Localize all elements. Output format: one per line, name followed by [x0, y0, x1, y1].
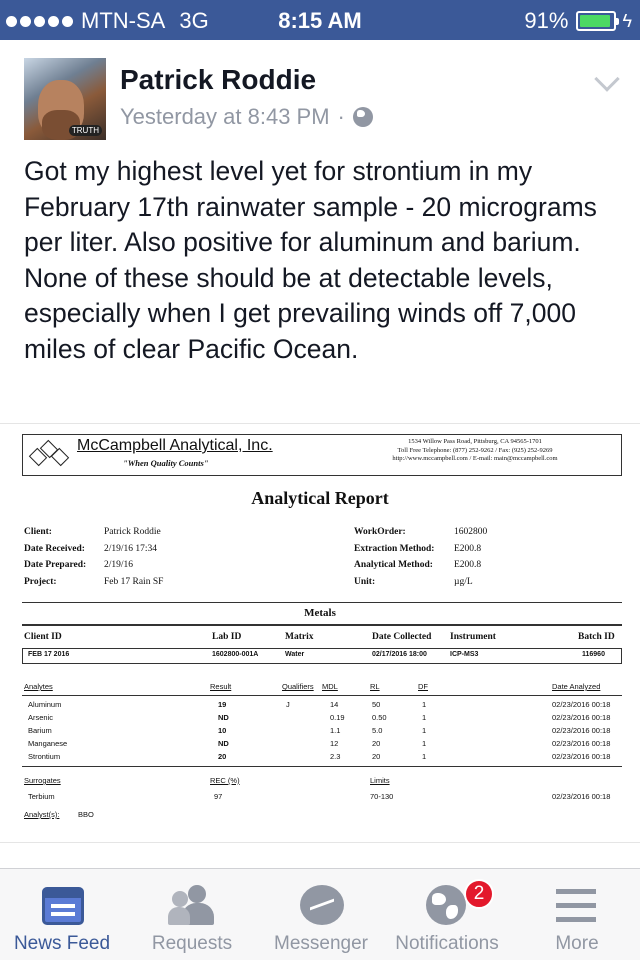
analyte-date: 02/23/2016 00:18 — [552, 739, 611, 748]
surrogate-date: 02/23/2016 00:18 — [552, 792, 611, 801]
charging-icon: ϟ — [622, 10, 632, 31]
tab-label: More — [555, 933, 599, 954]
post-text: Got my highest level yet for strontium in my February 17th rainwater sample - 20 micrograms per liter. Also positive for aluminum and barium. None of these should be at detectable levels, especially when I get prevailing winds off 7,000 miles of clear Pacific Ocean. — [24, 156, 597, 364]
surrogate-rec: 97 — [214, 792, 223, 801]
analyte-mdl: 14 — [330, 700, 339, 709]
received-value: 2/19/16 17:34 — [104, 543, 158, 554]
divider — [22, 766, 622, 767]
analyte-date: 02/23/2016 00:18 — [552, 752, 611, 761]
tab-label: Requests — [151, 933, 233, 954]
friends-icon — [168, 885, 218, 925]
analyte-df: 1 — [422, 726, 427, 735]
address-line: http://www.mccampbell.com / E-mail: main@mccampbell.com — [392, 455, 558, 462]
analyte-rl: 50 — [372, 700, 381, 709]
tab-more[interactable] — [514, 869, 640, 960]
col-instrument: Instrument — [450, 632, 496, 642]
tab-label: Notifications — [395, 933, 499, 954]
analyte-result: 10 — [218, 726, 227, 735]
divider — [22, 602, 622, 603]
analyte-mdl: 12 — [330, 739, 339, 748]
notification-badge: 2 — [464, 879, 494, 909]
sample-client-id: FEB 17 2016 — [28, 651, 70, 658]
tab-label: News Feed — [13, 933, 111, 954]
network-type: 3G — [179, 8, 209, 33]
analyte-df: 1 — [422, 752, 427, 761]
analyte-rl: 20 — [372, 739, 381, 748]
post-card — [0, 40, 640, 868]
battery-percent: 91% — [524, 8, 569, 33]
sample-batch: 116960 — [582, 651, 605, 658]
sample-row — [22, 648, 622, 664]
post-timestamp[interactable]: Yesterday at 8:43 PM — [120, 104, 330, 129]
news-feed-icon — [42, 887, 84, 925]
sample-date: 02/17/2016 18:00 — [372, 651, 427, 658]
clock: 8:15 AM — [278, 8, 362, 33]
prepared-value: 2/19/16 — [104, 560, 134, 570]
analyte-rl: 20 — [372, 752, 381, 761]
client-label: Client: — [24, 527, 52, 537]
company-slogan: "When Quality Counts" — [123, 458, 209, 468]
analyte-mdl: 2.3 — [330, 752, 341, 761]
unit-value: µg/L — [454, 576, 473, 587]
battery-status — [524, 8, 632, 34]
hdr-rl: RL — [370, 682, 380, 691]
analyte-date: 02/23/2016 00:18 — [552, 713, 611, 722]
post-meta — [120, 104, 373, 130]
analyst-value: BBO — [78, 810, 94, 819]
meta-separator: · — [337, 104, 345, 129]
analyte-df: 1 — [422, 739, 427, 748]
analyte-result: 19 — [218, 700, 227, 709]
hdr-limits: Limits — [370, 776, 390, 785]
col-matrix: Matrix — [285, 632, 314, 642]
tab-bar — [0, 868, 640, 960]
col-batch-id: Batch ID — [578, 632, 615, 642]
analyte-rl: 0.50 — [372, 713, 387, 722]
analyte-result: ND — [218, 739, 229, 748]
analyte-mdl: 1.1 — [330, 726, 341, 735]
hdr-qualifiers: Qualifiers — [282, 682, 314, 691]
project-label: Project: — [24, 576, 57, 587]
surrogate-name: Terbium — [28, 792, 55, 801]
analyte-name: Strontium — [28, 752, 61, 761]
surrogate-limits: 70-130 — [370, 792, 394, 801]
hdr-date-analyzed: Date Analyzed — [552, 682, 601, 691]
divider — [22, 695, 622, 696]
report-title: Analytical Report — [251, 488, 389, 508]
globe-icon — [353, 107, 373, 127]
tab-notifications[interactable] — [384, 869, 510, 960]
analyte-name: Arsenic — [28, 713, 54, 722]
analyte-name: Manganese — [28, 739, 68, 748]
address-line: 1534 Willow Pass Road, Pittsburg, CA 94565-1701 — [408, 438, 542, 445]
analyte-result: ND — [218, 713, 229, 722]
tab-requests[interactable] — [128, 869, 256, 960]
analytical-value: E200.8 — [454, 560, 482, 570]
menu-icon — [556, 889, 596, 923]
report-info-left — [24, 524, 163, 590]
workorder-value: 1602800 — [454, 527, 488, 537]
avatar-badge: TRUTH — [69, 125, 102, 136]
analytical-label: Analytical Method: — [354, 560, 433, 570]
section-title: Metals — [304, 607, 336, 619]
analyst-label: Analyst(s): — [24, 810, 60, 819]
tab-label: Messenger — [274, 933, 368, 954]
analyte-df: 1 — [422, 713, 427, 722]
status-bar — [0, 0, 640, 40]
col-lab-id: Lab ID — [212, 632, 242, 642]
prepared-label: Date Prepared: — [24, 560, 87, 570]
analyte-qualifier: J — [286, 700, 290, 709]
analyte-rl: 5.0 — [372, 726, 383, 735]
company-name: McCampbell Analytical, Inc. — [77, 437, 273, 454]
hdr-mdl: MDL — [322, 682, 338, 691]
sample-matrix: Water — [285, 651, 305, 658]
analyte-name: Barium — [28, 726, 52, 735]
author-name[interactable]: Patrick Roddie — [120, 64, 317, 95]
messenger-icon — [300, 885, 344, 925]
unit-label: Unit: — [354, 576, 376, 587]
hdr-result: Result — [210, 682, 232, 691]
globe-icon — [426, 885, 466, 925]
tab-messenger[interactable] — [260, 869, 382, 960]
report-header — [22, 434, 622, 476]
received-label: Date Received: — [24, 543, 85, 554]
sample-lab-id: 1602800-001A — [212, 651, 259, 658]
extraction-label: Extraction Method: — [354, 543, 435, 554]
battery-icon — [576, 11, 616, 31]
analyte-date: 02/23/2016 00:18 — [552, 726, 611, 735]
company-logo-icon — [29, 441, 69, 469]
hdr-surrogates: Surrogates — [24, 776, 61, 785]
analyte-df: 1 — [422, 700, 427, 709]
project-value: Feb 17 Rain SF — [104, 576, 164, 587]
chevron-down-icon[interactable] — [594, 66, 619, 91]
sample-instrument: ICP-MS3 — [450, 651, 479, 658]
report-info-right — [354, 524, 487, 590]
carrier-name: MTN-SA — [81, 8, 166, 33]
hdr-rec: REC (%) — [210, 776, 240, 785]
analyte-name: Aluminum — [28, 700, 62, 709]
tab-news-feed[interactable] — [0, 869, 124, 960]
analyte-mdl: 0.19 — [330, 713, 345, 722]
company-address — [335, 438, 615, 464]
col-date-collected: Date Collected — [372, 632, 432, 642]
analyte-result: 20 — [218, 752, 227, 761]
workorder-label: WorkOrder: — [354, 527, 406, 537]
client-value: Patrick Roddie — [104, 527, 161, 537]
hdr-analytes: Analytes — [24, 682, 53, 691]
hdr-df: DF — [418, 682, 428, 691]
avatar[interactable] — [24, 58, 106, 140]
report-image[interactable] — [0, 423, 640, 843]
analyte-date: 02/23/2016 00:18 — [552, 700, 611, 709]
divider — [22, 624, 622, 626]
col-client-id: Client ID — [24, 632, 62, 642]
address-line: Toll Free Telephone: (877) 252-9262 / Fax: (925) 252-9269 — [397, 446, 553, 454]
extraction-value: E200.8 — [454, 543, 482, 554]
